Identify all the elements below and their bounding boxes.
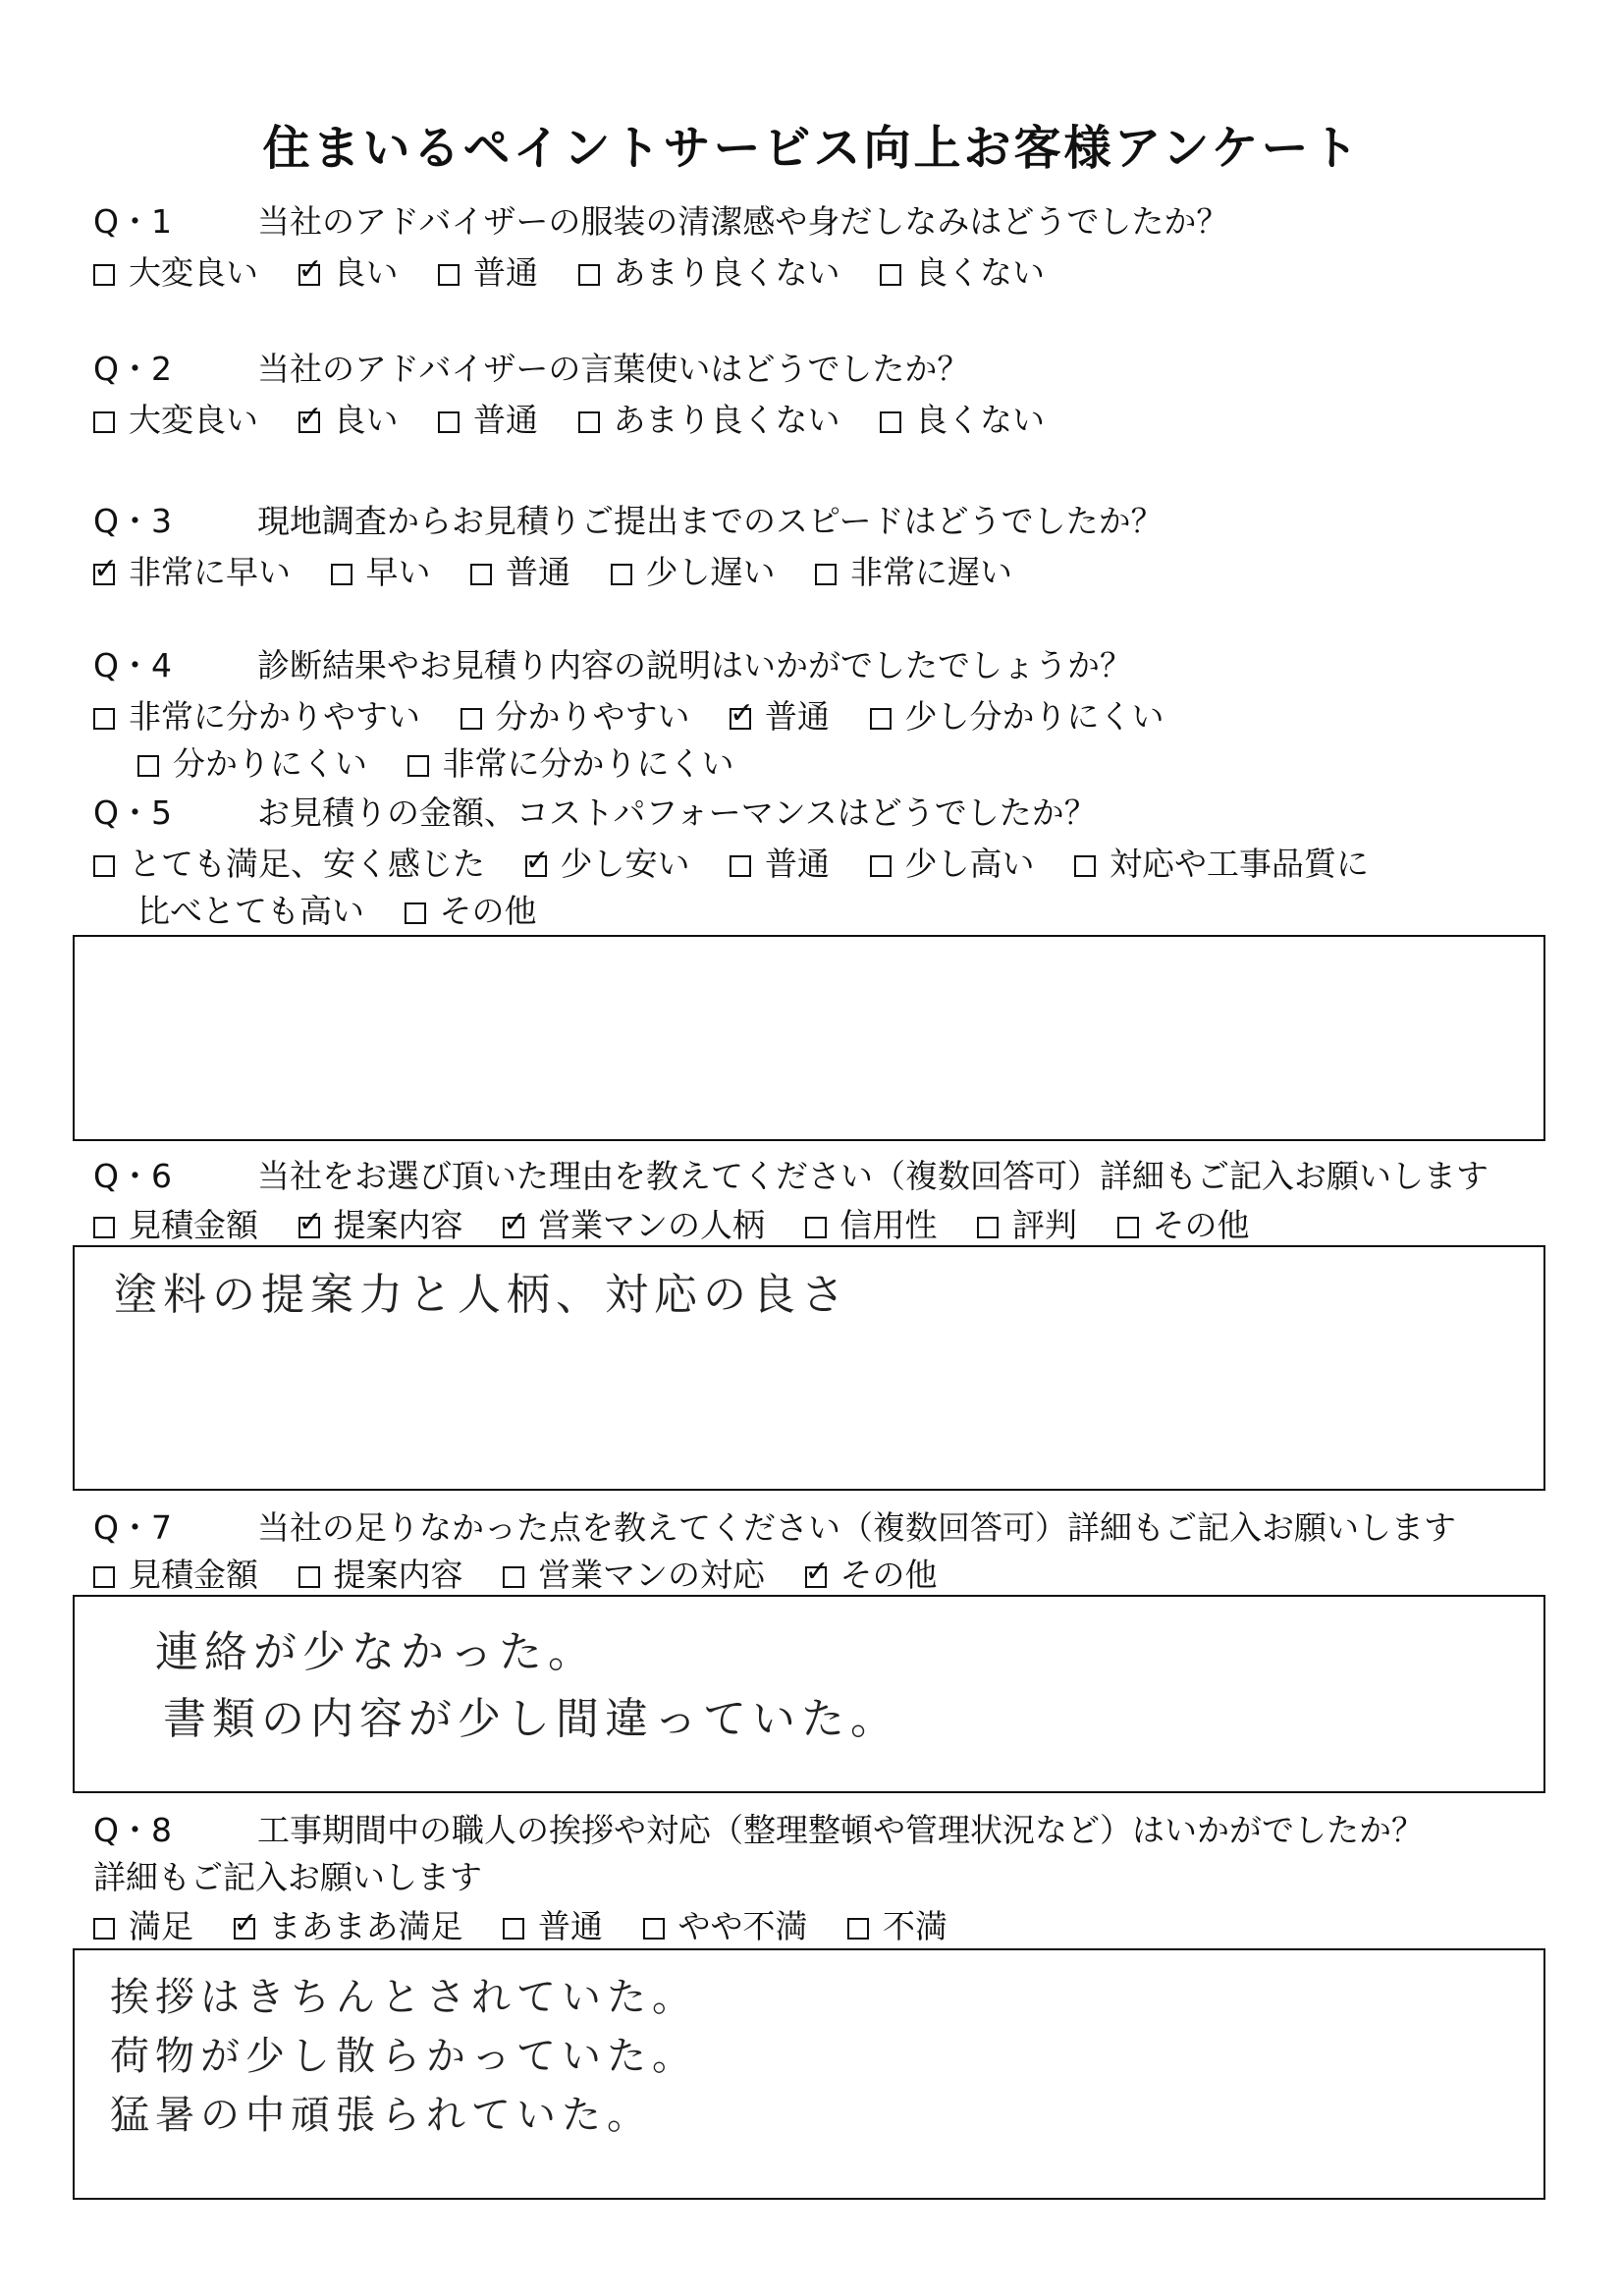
- option[interactable]: 少し分かりにくい: [870, 691, 1164, 738]
- question-text: 当社のアドバイザーの服装の清潔感や身だしなみはどうでしたか？: [257, 202, 1229, 241]
- question-8-options: [93, 1901, 977, 1947]
- option[interactable]: ✓非常に早い: [93, 547, 291, 593]
- option[interactable]: その他: [405, 886, 537, 932]
- question-2-options: [93, 395, 1074, 441]
- question-text: 当社をお選び頂いた理由を教えてください（複数回答可）詳細もご記入お願いします: [257, 1157, 1489, 1195]
- option[interactable]: 少し高い: [870, 839, 1035, 885]
- option[interactable]: その他: [1117, 1200, 1250, 1246]
- checkbox[interactable]: [298, 264, 320, 286]
- question-5-comment-box[interactable]: [73, 935, 1545, 1141]
- option[interactable]: ✓ 良い: [298, 395, 399, 441]
- option[interactable]: 不満: [847, 1901, 947, 1947]
- option[interactable]: 少し遅い: [611, 547, 776, 593]
- option[interactable]: 早い: [331, 547, 431, 593]
- checkbox[interactable]: [405, 902, 426, 924]
- checkbox[interactable]: [1117, 1217, 1139, 1238]
- question-4-options-row-2: [137, 738, 764, 785]
- checkbox[interactable]: [880, 411, 901, 433]
- checkbox[interactable]: [525, 855, 547, 877]
- question-1-options: [93, 247, 1074, 294]
- question-text: 工事期間中の職人の挨拶や対応（整理整頓や管理状況など）はいかがでしたか？: [257, 1811, 1424, 1849]
- checkbox[interactable]: [503, 1217, 524, 1238]
- option[interactable]: 分かりやすい: [460, 691, 690, 738]
- checkbox[interactable]: [93, 264, 115, 286]
- option[interactable]: ✓ 普通: [730, 691, 830, 738]
- option[interactable]: 大変良い: [93, 247, 258, 294]
- checkbox[interactable]: [93, 708, 115, 730]
- question-text: 診断結果やお見積り内容の説明はいかがでしたでしょうか？: [257, 646, 1132, 684]
- checkbox[interactable]: [805, 1217, 827, 1238]
- checkbox[interactable]: [503, 1566, 524, 1588]
- option-continuation: 比べとても高い: [137, 892, 364, 930]
- option[interactable]: 信用性: [805, 1200, 938, 1246]
- checkbox[interactable]: [298, 411, 320, 433]
- handwritten-comment: 猛暑の中頑張られていた。: [110, 2093, 652, 2138]
- option[interactable]: 良くない: [880, 247, 1045, 294]
- checkbox[interactable]: [438, 264, 460, 286]
- option[interactable]: 普通: [470, 547, 570, 593]
- option[interactable]: 営業マンの対応: [503, 1550, 765, 1596]
- option[interactable]: 対応や工事品質に: [1074, 839, 1369, 885]
- survey-title: 住まいるペイントサービス向上お客様アンケート: [262, 121, 1362, 176]
- question-7-options: [93, 1550, 967, 1596]
- checkbox[interactable]: [578, 264, 600, 286]
- checkbox[interactable]: [977, 1217, 999, 1238]
- checkbox[interactable]: [805, 1566, 827, 1588]
- checkbox[interactable]: [93, 855, 115, 877]
- checkbox[interactable]: [298, 1217, 320, 1238]
- question-7-comment-box[interactable]: [73, 1595, 1545, 1793]
- option[interactable]: 普通: [730, 839, 830, 885]
- checkbox[interactable]: [460, 708, 482, 730]
- checkbox[interactable]: [730, 855, 751, 877]
- handwritten-comment: 書類の内容が少し間違っていた。: [163, 1694, 899, 1744]
- option[interactable]: 普通: [438, 247, 538, 294]
- checkbox[interactable]: [470, 564, 492, 585]
- checkbox[interactable]: [880, 264, 901, 286]
- question-number: Q・3: [93, 502, 172, 540]
- checkbox[interactable]: [578, 411, 600, 433]
- checkbox[interactable]: [93, 564, 115, 585]
- checkbox[interactable]: [847, 1918, 869, 1940]
- option[interactable]: 非常に分かりやすい: [93, 691, 420, 738]
- checkbox[interactable]: [870, 855, 892, 877]
- option[interactable]: 非常に分かりにくい: [407, 738, 734, 785]
- question-text: お見積りの金額、コストパフォーマンスはどうでしたか？: [257, 793, 1097, 832]
- option[interactable]: とても満足、安く感じた: [93, 839, 485, 885]
- option[interactable]: ✓ 提案内容: [298, 1200, 463, 1246]
- checkbox[interactable]: [503, 1918, 524, 1940]
- question-text: 現地調査からお見積りご提出までのスピードはどうでしたか？: [257, 502, 1164, 540]
- checkbox[interactable]: [137, 755, 159, 777]
- question-5-options-row-1: [93, 839, 1369, 885]
- option[interactable]: 非常に遅い: [815, 547, 1012, 593]
- question-text: 当社の足りなかった点を教えてください（複数回答可）詳細もご記入お願いします: [257, 1508, 1456, 1547]
- checkbox[interactable]: [93, 1566, 115, 1588]
- handwritten-comment: 塗料の提案力と人柄、対応の良さ: [114, 1270, 850, 1320]
- handwritten-comment: 荷物が少し散らかっていた。: [110, 2034, 697, 2079]
- checkbox[interactable]: [730, 708, 751, 730]
- option[interactable]: 普通: [503, 1901, 603, 1947]
- question-6-options: [93, 1200, 1279, 1246]
- checkbox[interactable]: [298, 1566, 320, 1588]
- checkbox[interactable]: [815, 564, 837, 585]
- option[interactable]: ✓ その他: [805, 1550, 938, 1596]
- question-number: Q・8: [93, 1811, 172, 1849]
- option[interactable]: ✓ まあまあ満足: [234, 1901, 463, 1947]
- option[interactable]: ✓ 良い: [298, 247, 399, 294]
- checkbox[interactable]: [611, 564, 632, 585]
- question-number: Q・4: [93, 646, 172, 684]
- option[interactable]: 分かりにくい: [137, 738, 367, 785]
- option[interactable]: ✓ 少し安い: [525, 839, 690, 885]
- option[interactable]: 評判: [977, 1200, 1077, 1246]
- option[interactable]: ✓ 営業マンの人柄: [503, 1200, 765, 1246]
- question-6-comment-box[interactable]: [73, 1245, 1545, 1491]
- option[interactable]: やや不満: [643, 1901, 808, 1947]
- option[interactable]: 提案内容: [298, 1550, 463, 1596]
- question-text: 当社のアドバイザーの言葉使いはどうでしたか？: [257, 350, 970, 388]
- checkbox[interactable]: [870, 708, 892, 730]
- checkbox[interactable]: [93, 411, 115, 433]
- option[interactable]: 見積金額: [93, 1200, 258, 1246]
- option[interactable]: 大変良い: [93, 395, 258, 441]
- question-8-comment-box[interactable]: [73, 1948, 1545, 2200]
- question-number: Q・2: [93, 350, 172, 388]
- checkbox[interactable]: [93, 1918, 115, 1940]
- handwritten-comment: 挨拶はきちんとされていた。: [110, 1975, 697, 2020]
- question-5-options-row-2: [137, 886, 567, 932]
- checkbox[interactable]: [407, 755, 429, 777]
- checkbox[interactable]: [1074, 855, 1096, 877]
- question-number: Q・5: [93, 793, 172, 832]
- checkbox[interactable]: [234, 1918, 255, 1940]
- option[interactable]: 普通: [438, 395, 538, 441]
- checkbox[interactable]: [643, 1918, 665, 1940]
- checkbox[interactable]: [438, 411, 460, 433]
- option[interactable]: あまり良くない: [578, 395, 840, 441]
- handwritten-comment: 連絡が少なかった。: [155, 1627, 597, 1677]
- question-number: Q・7: [93, 1508, 172, 1547]
- checkbox[interactable]: [93, 1217, 115, 1238]
- option[interactable]: 見積金額: [93, 1550, 258, 1596]
- question-number: Q・6: [93, 1157, 172, 1195]
- question-number: Q・1: [93, 202, 172, 241]
- question-8-subtext: 詳細もご記入お願いします: [93, 1858, 482, 1896]
- option[interactable]: 良くない: [880, 395, 1045, 441]
- checkbox[interactable]: [331, 564, 352, 585]
- option[interactable]: 満足: [93, 1901, 193, 1947]
- option[interactable]: あまり良くない: [578, 247, 840, 294]
- question-4-options-row-1: [93, 691, 1194, 738]
- question-3-options: [93, 547, 1042, 593]
